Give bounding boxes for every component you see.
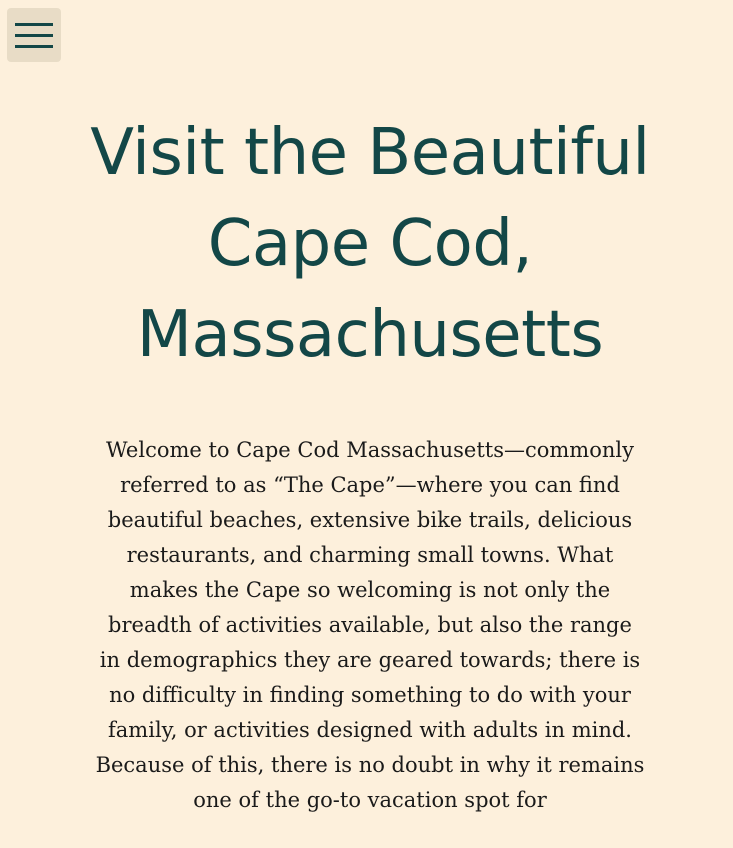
intro-paragraph: Welcome to Cape Cod Massachusetts—commonly referred to as “The Cape”—where you can find beautiful beaches, extensive bike trails, delicious restaurants, and charming small towns. What makes the Cape so welcoming is not only the breadth of activities available, but also the range in demographics they are geared towards; there is no difficulty in finding something to do with your family, or activities designed with adults in mind. Because of this, there is no doubt in why it remains one of the go-to vacation spot for xyxy=(95,438,645,812)
hamburger-menu-icon xyxy=(12,17,56,53)
menu-button[interactable] xyxy=(7,8,61,62)
page-title: Visit the Beautiful Cape Cod, Massachusetts xyxy=(90,116,650,372)
